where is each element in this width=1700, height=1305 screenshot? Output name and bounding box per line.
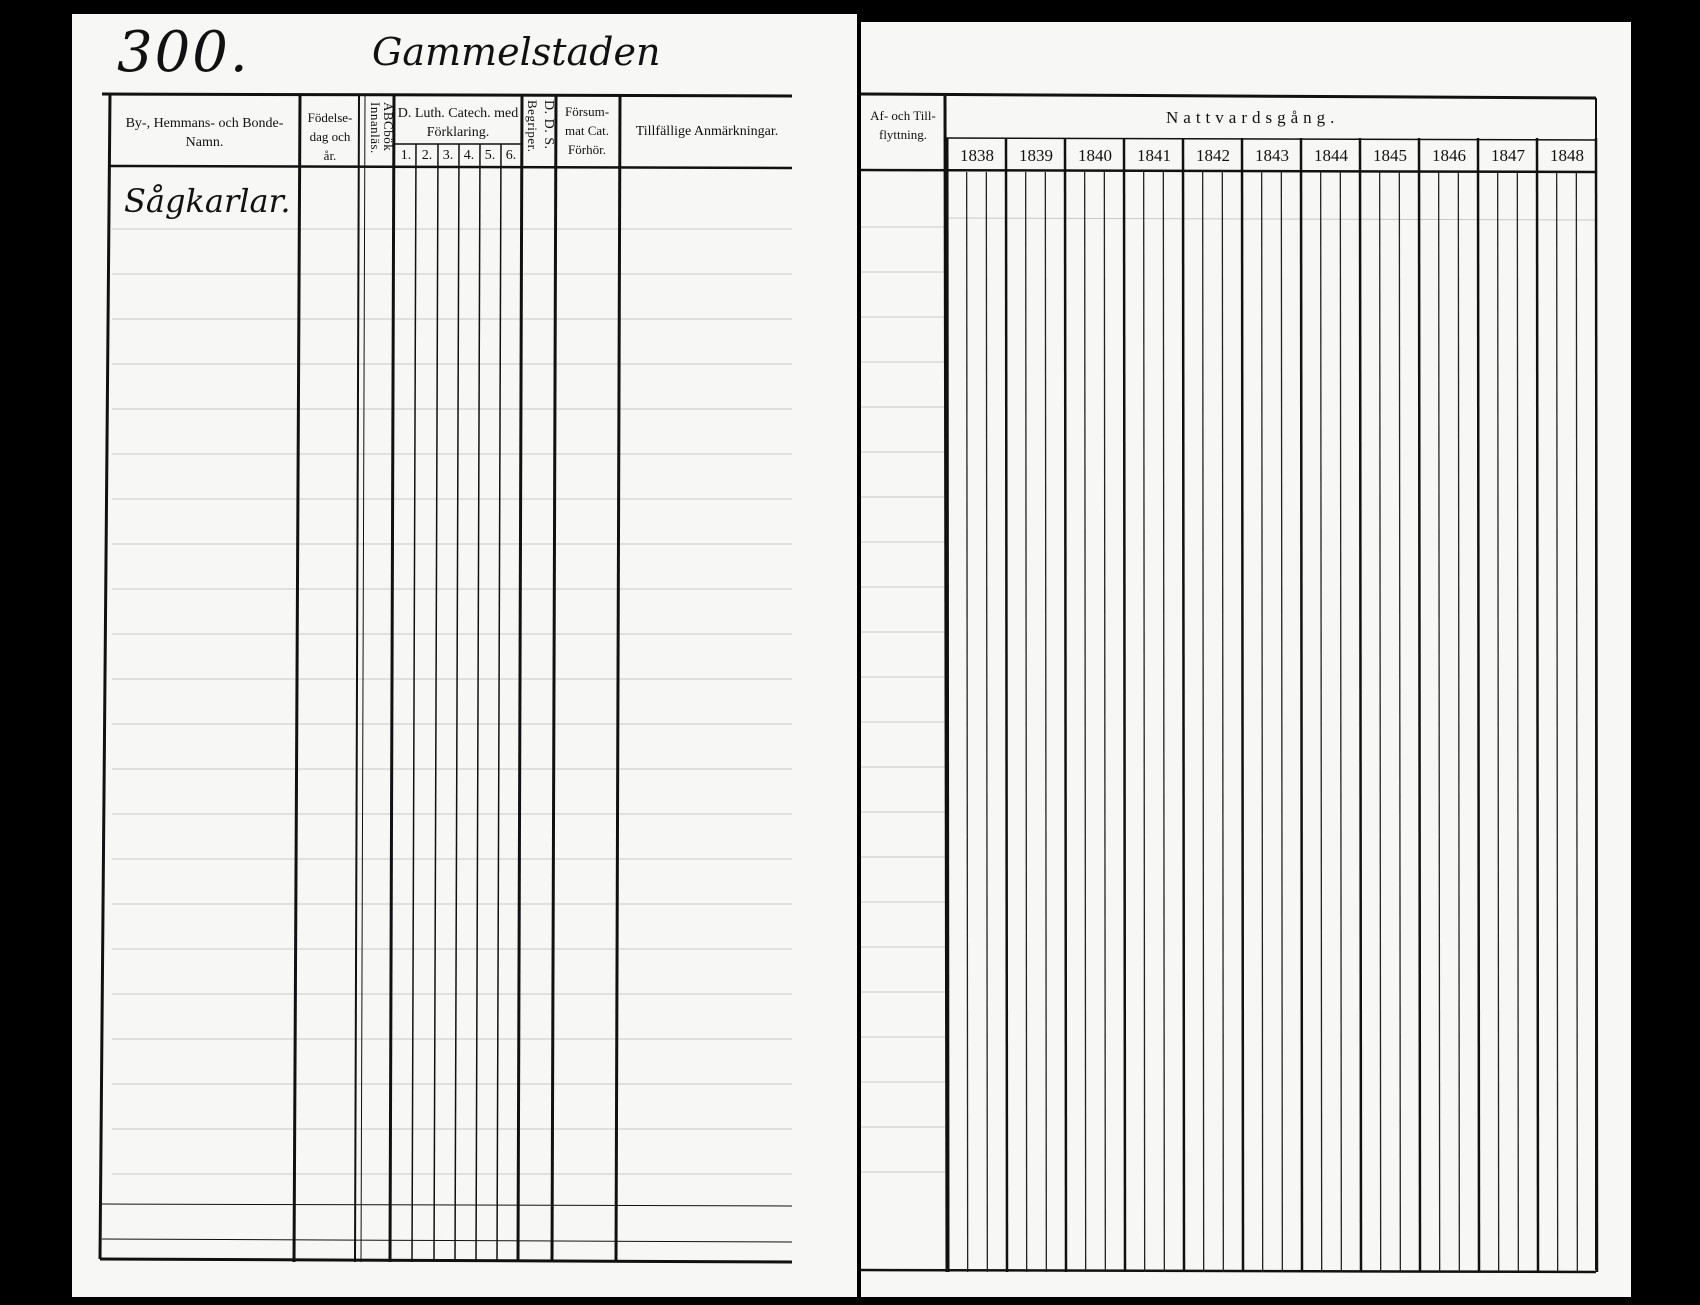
year-subcolumn-rule bbox=[1498, 172, 1499, 1272]
year-1845: 1845 bbox=[1373, 146, 1407, 165]
year-1847: 1847 bbox=[1491, 146, 1525, 165]
header-by-name: By-, Hemmans- och Bonde-Namn. bbox=[125, 116, 284, 150]
header-nattvardsgang: Nattvardsgång. bbox=[1166, 108, 1340, 127]
left-register-page bbox=[72, 14, 857, 1297]
year-subcolumn-rule bbox=[1380, 172, 1381, 1272]
right-grid-lines bbox=[861, 22, 1631, 1297]
year-subcolumn-rule bbox=[1085, 172, 1086, 1272]
year-1843: 1843 bbox=[1255, 146, 1289, 165]
year-subcolumn-rule bbox=[1262, 172, 1263, 1272]
year-column-rule bbox=[947, 138, 948, 1272]
year-column-rules bbox=[947, 138, 1597, 1272]
year-column-rule bbox=[1596, 138, 1597, 1272]
header-begriper: Begriper. bbox=[525, 100, 540, 153]
year-column-rule bbox=[1301, 138, 1302, 1272]
year-1840: 1840 bbox=[1078, 146, 1112, 165]
header-luth: D. Luth. Catech. med Förklaring. bbox=[397, 106, 519, 140]
year-1846: 1846 bbox=[1432, 146, 1466, 165]
year-subcolumn-rule bbox=[1517, 172, 1518, 1272]
year-column-rule bbox=[1419, 138, 1420, 1272]
year-subcolumn-rule bbox=[1557, 172, 1558, 1272]
header-abc: ABCbök Innanläs. bbox=[368, 102, 396, 154]
year-1842: 1842 bbox=[1196, 146, 1230, 165]
header-flyttning: Af- och Till-flyttning. bbox=[870, 108, 936, 142]
year-1839: 1839 bbox=[1019, 146, 1053, 165]
year-column-rule bbox=[1478, 138, 1479, 1272]
year-subcolumn-rule bbox=[1399, 172, 1400, 1272]
year-subcolumn-rule bbox=[1439, 172, 1440, 1272]
year-subcolumn-rule bbox=[1281, 172, 1282, 1272]
year-column-rule bbox=[1183, 138, 1184, 1272]
year-subcolumn-rule bbox=[1321, 172, 1322, 1272]
year-subcolumn-rule bbox=[1576, 172, 1577, 1272]
year-subcolumn-rule bbox=[1026, 172, 1027, 1272]
header-fodelse: Födelse-dag och år. bbox=[307, 110, 353, 163]
year-1844: 1844 bbox=[1314, 146, 1348, 165]
year-subcolumn-rule bbox=[1144, 172, 1145, 1272]
year-subcolumn-rule bbox=[986, 172, 987, 1272]
year-1848: 1848 bbox=[1550, 146, 1584, 165]
header-dds: D. D. S. bbox=[541, 100, 556, 150]
page-number: 300. bbox=[117, 20, 250, 85]
sub-number-3: 3. bbox=[442, 148, 454, 163]
parish-name: Gammelstaden bbox=[372, 30, 661, 74]
year-column-rule bbox=[1360, 138, 1361, 1272]
sub-number-2: 2. bbox=[421, 148, 433, 163]
year-1838: 1838 bbox=[960, 146, 994, 165]
sub-number-4: 4. bbox=[463, 148, 475, 163]
header-forsummat: Försum-mat Cat. Förhör. bbox=[564, 104, 610, 157]
year-subcolumn-rule bbox=[1203, 172, 1204, 1272]
year-1841: 1841 bbox=[1137, 146, 1171, 165]
year-column-rule bbox=[1124, 138, 1125, 1272]
row-label-sagkarlar: Sågkarlar. bbox=[124, 182, 291, 220]
year-subcolumn-rule bbox=[1163, 172, 1164, 1272]
year-subcolumn-rule bbox=[1340, 172, 1341, 1272]
year-subcolumn-rule bbox=[1045, 172, 1046, 1272]
right-register-page bbox=[861, 22, 1631, 1297]
sub-number-1: 1. bbox=[400, 148, 412, 163]
year-column-rule bbox=[1065, 138, 1066, 1272]
sub-number-6: 6. bbox=[505, 148, 517, 163]
sub-number-5: 5. bbox=[484, 148, 496, 163]
year-subcolumn-rule bbox=[967, 172, 968, 1272]
year-column-rule bbox=[1006, 138, 1007, 1272]
year-column-rule bbox=[1242, 138, 1243, 1272]
year-subcolumn-rule bbox=[1458, 172, 1459, 1272]
header-anmarkningar: Tillfällige Anmärkningar. bbox=[635, 124, 779, 139]
year-subcolumn-rule bbox=[1104, 172, 1105, 1272]
year-column-rule bbox=[1537, 138, 1538, 1272]
year-subcolumn-rule bbox=[1222, 172, 1223, 1272]
